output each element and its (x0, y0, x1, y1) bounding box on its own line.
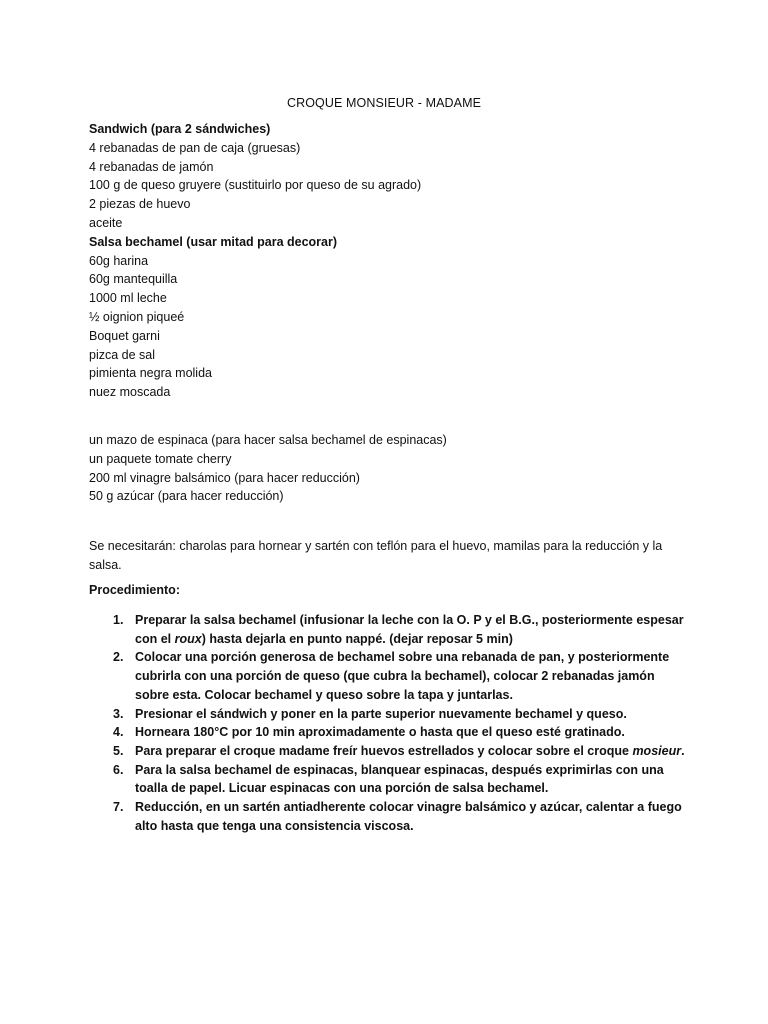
equipment-note: Se necesitarán: charolas para hornear y sartén con teflón para el huevo, mamilas para la reducción y la salsa. (89, 539, 663, 572)
ingredient-item: 4 rebanadas de jamón (89, 159, 214, 174)
procedure-step (89, 611, 689, 648)
ingredient-item: Boquet garni (89, 328, 160, 343)
page-title: CROQUE MONSIEUR - MADAME (286, 96, 482, 110)
step-text: Para preparar el croque madame freír huevos estrellados y colocar sobre el croque (135, 743, 633, 758)
step-number: 6. (113, 762, 124, 777)
ingredient-item: 2 piezas de huevo (89, 197, 191, 212)
ingredient-item: pimienta negra molida (89, 366, 212, 381)
step-number: 3. (113, 706, 124, 721)
ingredient-item: 60g mantequilla (89, 272, 178, 287)
ingredient-item: aceite (89, 215, 123, 230)
extras-list (89, 431, 679, 506)
step-number: 4. (113, 725, 124, 740)
extra-ingredient-item: 50 g azúcar (para hacer reducción) (89, 489, 284, 504)
step-number: 5. (113, 743, 124, 758)
extra-ingredient-item: 200 ml vinagre balsámico (para hacer reducción) (89, 470, 360, 485)
procedure-steps (89, 611, 689, 835)
ingredient-item: 100 g de queso gruyere (sustituirlo por queso de su agrado) (89, 178, 422, 193)
step-number: 7. (113, 800, 124, 815)
extra-ingredient-item: un mazo de espinaca (para hacer salsa bechamel de espinacas) (89, 433, 447, 447)
step-text: Reducción, en un sartén antiadherente colocar vinagre balsámico y azúcar, calentar a fuego alto hasta que tenga una consistencia viscosa. (135, 800, 682, 833)
procedure-step (89, 761, 689, 798)
step-text: Presionar el sándwich y poner en la parte superior nuevamente bechamel y queso. (135, 706, 627, 721)
procedure-step (89, 742, 689, 761)
ingredient-item: nuez moscada (89, 385, 171, 400)
procedure-step (89, 648, 689, 704)
step-text: Para la salsa bechamel de espinacas, blanquear espinacas, después exprimirlas con una toalla de papel. Licuar espinacas con una porción de salsa bechamel. (135, 762, 664, 796)
step-text: Preparar la salsa bechamel (infusionar la leche con la O. P y el B.G., posteriormente espesar con el (135, 613, 684, 646)
step-text: Horneara 180°C por 10 min aproximadamente o hasta que el queso esté gratinado. (135, 725, 625, 740)
step-text-italic: roux (174, 631, 202, 646)
step-text: . (681, 743, 685, 758)
procedure-step (89, 723, 689, 742)
section-heading: Sandwich (para 2 sándwiches) (89, 122, 271, 136)
ingredient-item: pizca de sal (89, 347, 156, 362)
step-number: 1. (113, 613, 124, 627)
ingredient-item: 60g harina (89, 253, 149, 268)
step-number: 2. (113, 650, 124, 665)
step-text: Colocar una porción generosa de bechamel sobre una rebanada de pan, y posteriormente cubrirla con una porción de queso (que cubra la bechamel), colocar 2 rebanadas jamón sobre esta. Colocar bechamel y queso sobre la tapa y juntarlas. (135, 650, 670, 702)
extra-ingredient-item: un paquete tomate cherry (89, 451, 232, 466)
ingredient-item: 1000 ml leche (89, 291, 167, 306)
ingredient-item: ½ oignion piqueé (89, 309, 185, 324)
ingredient-item: 4 rebanadas de pan de caja (gruesas) (89, 140, 301, 155)
step-text-italic: mosieur (632, 743, 682, 758)
section-heading: Salsa bechamel (usar mitad para decorar) (89, 234, 338, 249)
step-text: ) hasta dejarla en punto nappé. (dejar reposar 5 min) (201, 631, 513, 646)
procedure-heading: Procedimiento: (89, 583, 180, 597)
procedure-step (89, 705, 689, 724)
procedure-step (89, 798, 689, 835)
ingredients-list (89, 120, 679, 402)
